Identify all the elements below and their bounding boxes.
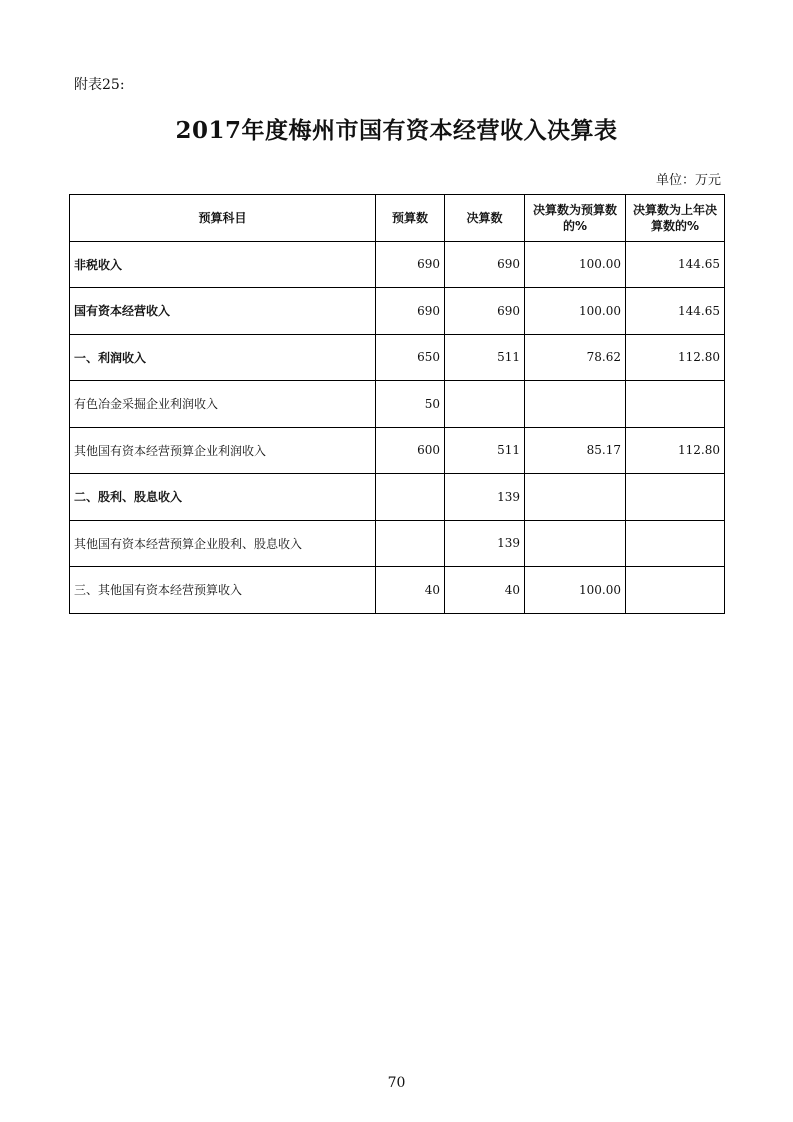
pct-last-year-cell: 112.80 <box>626 427 725 474</box>
pct-budget-cell: 100.00 <box>525 567 626 614</box>
table-row <box>70 567 725 614</box>
budget-cell: 690 <box>376 288 445 335</box>
item-cell: 其他国有资本经营预算企业股利、股息收入 <box>70 520 376 567</box>
pct-budget-cell <box>525 520 626 567</box>
pct-budget-cell: 100.00 <box>525 241 626 288</box>
page-number: 70 <box>387 1075 406 1091</box>
item-cell: 一、利润收入 <box>70 334 376 381</box>
budget-cell: 50 <box>376 381 445 428</box>
final-cell <box>445 381 525 428</box>
column-header-pct-budget: 决算数为预算数的% <box>525 195 626 242</box>
column-header-final: 决算数 <box>445 195 525 242</box>
table-row <box>70 334 725 381</box>
column-header-item: 预算科目 <box>70 195 376 242</box>
table-row <box>70 288 725 335</box>
pct-last-year-cell <box>626 567 725 614</box>
pct-last-year-cell: 144.65 <box>626 241 725 288</box>
pct-budget-cell <box>525 474 626 521</box>
final-cell: 511 <box>445 427 525 474</box>
final-cell: 139 <box>445 520 525 567</box>
table-row <box>70 520 725 567</box>
final-cell: 40 <box>445 567 525 614</box>
item-cell: 非税收入 <box>70 241 376 288</box>
column-header-pct-last-year: 决算数为上年决算数的% <box>626 195 725 242</box>
item-cell: 其他国有资本经营预算企业利润收入 <box>70 427 376 474</box>
table-row <box>70 241 725 288</box>
table-header-row <box>70 195 725 242</box>
revenue-table <box>69 194 725 614</box>
table-row <box>70 474 725 521</box>
table-row <box>70 381 725 428</box>
pct-last-year-cell: 112.80 <box>626 334 725 381</box>
pct-budget-cell: 78.62 <box>525 334 626 381</box>
budget-cell: 650 <box>376 334 445 381</box>
final-cell: 690 <box>445 288 525 335</box>
item-cell: 国有资本经营收入 <box>70 288 376 335</box>
column-header-budget: 预算数 <box>376 195 445 242</box>
table-row <box>70 427 725 474</box>
budget-cell <box>376 474 445 521</box>
budget-cell: 40 <box>376 567 445 614</box>
final-cell: 690 <box>445 241 525 288</box>
item-cell: 三、其他国有资本经营预算收入 <box>70 567 376 614</box>
final-cell: 511 <box>445 334 525 381</box>
item-cell: 二、股利、股息收入 <box>70 474 376 521</box>
pct-budget-cell: 100.00 <box>525 288 626 335</box>
item-cell: 有色冶金采掘企业利润收入 <box>70 381 376 428</box>
pct-budget-cell <box>525 381 626 428</box>
budget-cell: 690 <box>376 241 445 288</box>
final-cell: 139 <box>445 474 525 521</box>
budget-cell <box>376 520 445 567</box>
pct-budget-cell: 85.17 <box>525 427 626 474</box>
pct-last-year-cell <box>626 381 725 428</box>
pct-last-year-cell: 144.65 <box>626 288 725 335</box>
pct-last-year-cell <box>626 520 725 567</box>
page-title: 2017年度梅州市国有资本经营收入决算表 <box>175 117 618 144</box>
attachment-label: 附表25: <box>74 77 125 93</box>
budget-cell: 600 <box>376 427 445 474</box>
unit-label: 单位：万元 <box>655 173 721 188</box>
pct-last-year-cell <box>626 474 725 521</box>
